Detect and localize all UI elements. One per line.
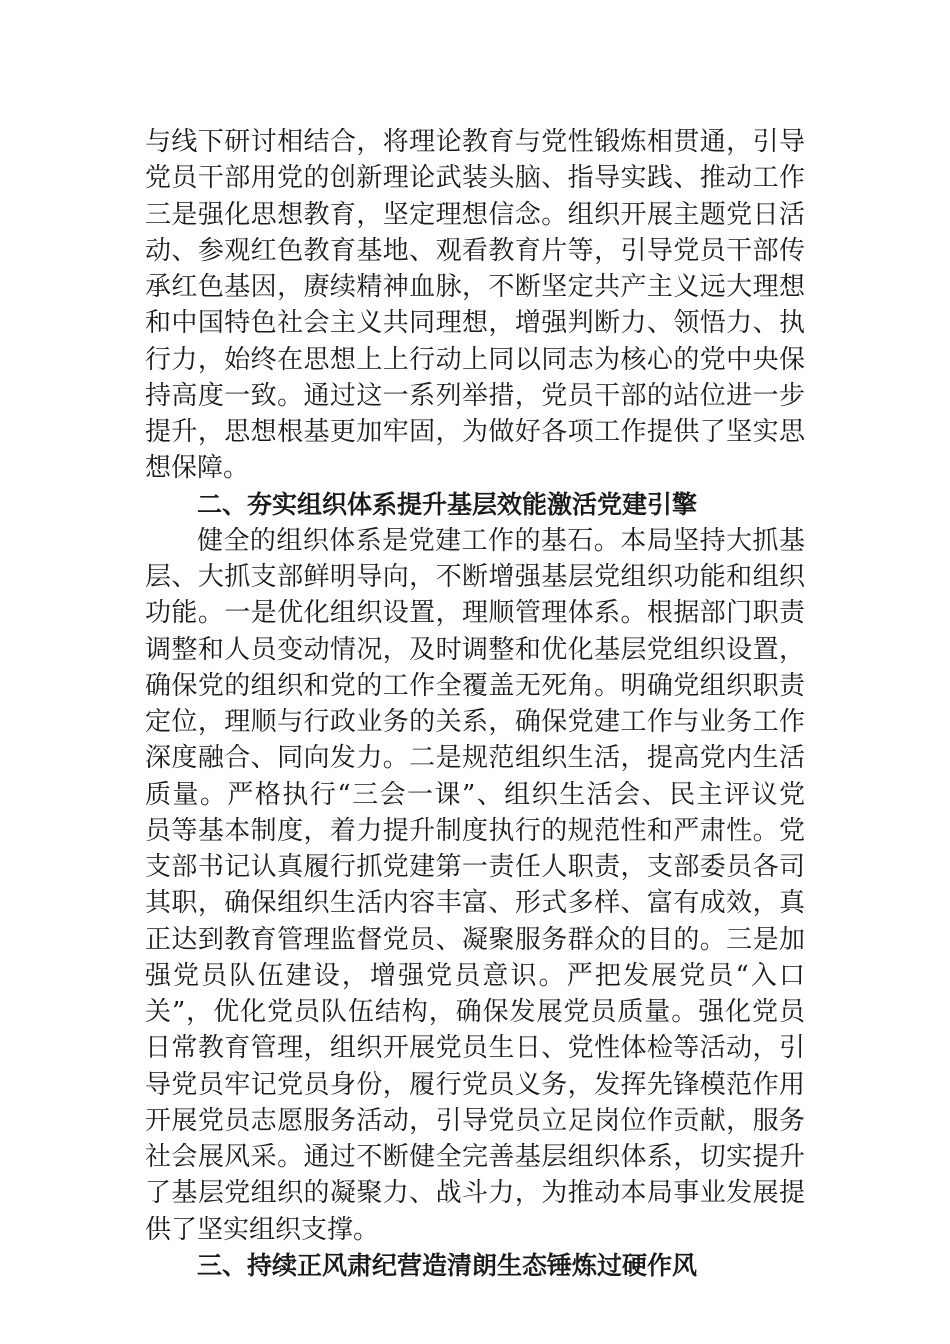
text-line: 健全的组织体系是党建工作的基石。本局坚持大抓基 bbox=[197, 525, 805, 556]
text-line: 导党员牢记党员身份，履行党员义务，发挥先锋模范作用 bbox=[145, 1069, 805, 1100]
text-line: 行力，始终在思想上上行动上同以同志为核心的党中央保 bbox=[145, 344, 805, 375]
text-line: 和中国特色社会主义共同理想，增强判断力、领悟力、执 bbox=[145, 308, 805, 339]
text-line: 开展党员志愿服务活动，引导党员立足岗位作贡献，服务 bbox=[145, 1105, 805, 1136]
text-line: 日常教育管理，组织开展党员生日、党性体检等活动，引 bbox=[145, 1033, 805, 1064]
text-line: 其职，确保组织生活内容丰富、形式多样、富有成效，真 bbox=[145, 888, 805, 919]
text-line: 承红色基因，赓续精神血脉，不断坚定共产主义远大理想 bbox=[145, 272, 805, 302]
text-line: 确保党的组织和党的工作全覆盖无死角。明确党组织职责 bbox=[145, 670, 805, 701]
text-line: 强党员队伍建设，增强党员意识。严把发展党员“入口 bbox=[145, 960, 805, 991]
text-line: 正达到教育管理监督党员、凝聚服务群众的目的。三是加 bbox=[145, 924, 805, 955]
text-line: 功能。一是优化组织设置，理顺管理体系。根据部门职责 bbox=[145, 598, 805, 629]
text-line: 三是强化思想教育，坚定理想信念。组织开展主题党日活 bbox=[145, 199, 805, 230]
section-heading-2: 二、夯实组织体系提升基层效能激活党建引擎 bbox=[197, 489, 698, 519]
text-line: 深度融合、同向发力。二是规范组织生活，提高党内生活 bbox=[145, 743, 805, 774]
document-page bbox=[145, 124, 805, 1284]
text-line: 层、大抓支部鲜明导向，不断增强基层党组织功能和组织 bbox=[145, 562, 805, 592]
text-line: 定位，理顺与行政业务的关系，确保党建工作与业务工作 bbox=[145, 707, 805, 737]
paragraph-block-1 bbox=[145, 124, 805, 487]
text-line: 了基层党组织的凝聚力、战斗力，为推动本局事业发展提 bbox=[145, 1178, 805, 1209]
text-line: 与线下研讨相结合，将理论教育与党性锻炼相贯通，引导 bbox=[145, 127, 805, 157]
text-line: 供了坚实组织支撑。 bbox=[145, 1214, 380, 1245]
text-line: 调整和人员变动情况，及时调整和优化基层党组织设置， bbox=[145, 634, 805, 665]
text-line: 持高度一致。通过这一系列举措，党员干部的站位进一步 bbox=[145, 380, 805, 411]
text-line: 动、参观红色教育基地、观看教育片等，引导党员干部传 bbox=[145, 235, 805, 266]
text-line: 想保障。 bbox=[145, 453, 250, 484]
text-line: 提升，思想根基更加牢固，为做好各项工作提供了坚实思 bbox=[145, 417, 805, 447]
text-line: 支部书记认真履行抓党建第一责任人职责，支部委员各司 bbox=[145, 852, 805, 882]
text-line: 关”，优化党员队伍结构，确保发展党员质量。强化党员 bbox=[145, 997, 805, 1027]
text-line: 员等基本制度，着力提升制度执行的规范性和严肃性。党 bbox=[145, 815, 805, 846]
text-line: 社会展风采。通过不断健全完善基层组织体系，切实提升 bbox=[145, 1142, 805, 1172]
text-line: 党员干部用党的创新理论武装头脑、指导实践、推动工作 bbox=[145, 163, 805, 194]
paragraph-block-2 bbox=[145, 523, 805, 1248]
text-line: 质量。严格执行“三会一课”、组织生活会、民主评议党 bbox=[145, 779, 805, 810]
section-heading-3: 三、持续正风肃纪营造清朗生态锤炼过硬作风 bbox=[197, 1250, 698, 1280]
